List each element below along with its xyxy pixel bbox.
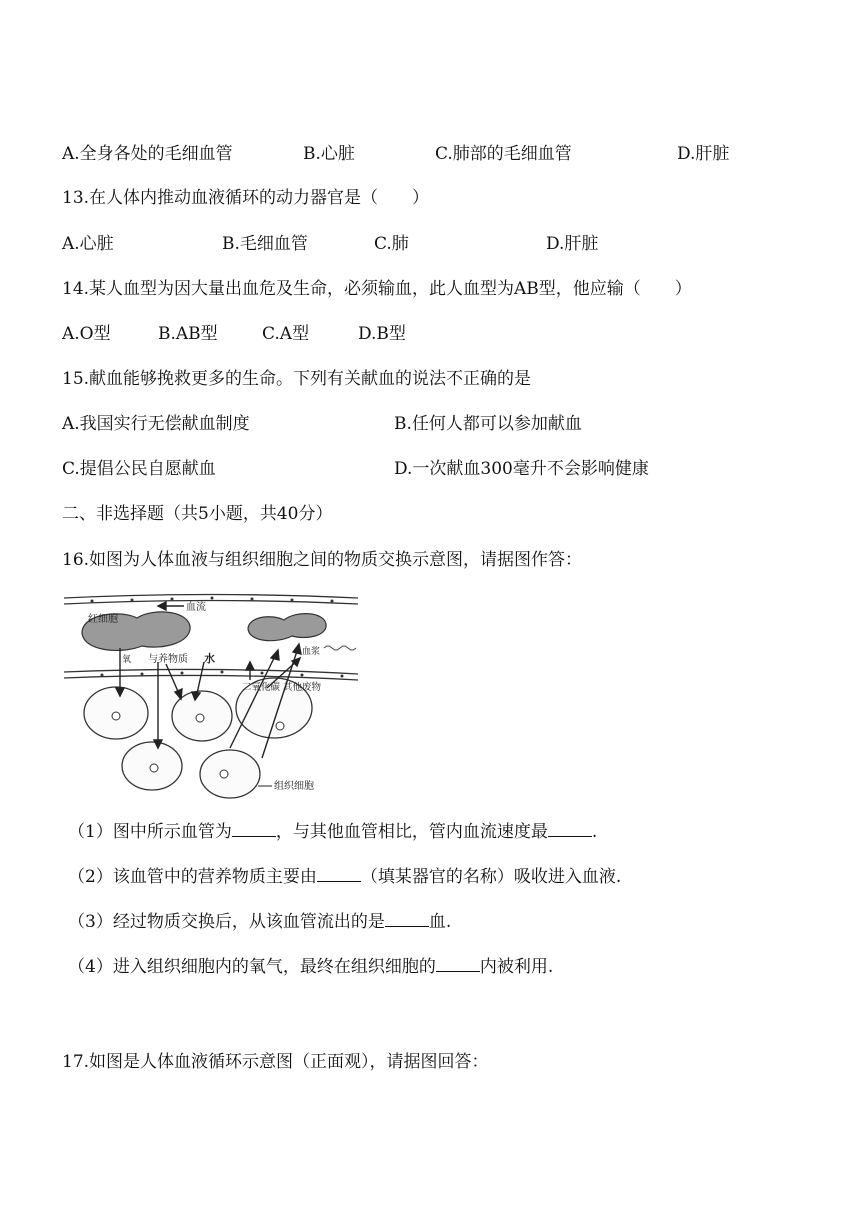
q15-option-b: B.任何人都可以参加献血: [394, 414, 582, 434]
label-plasma: 血浆: [302, 647, 321, 657]
exchange-diagram: [62, 588, 362, 802]
answer-blank[interactable]: [317, 865, 361, 882]
label-red-blood-cell: 红细胞: [88, 614, 118, 625]
q17-stem: 17.如图是人体血液循环示意图（正面观），请据图回答：: [62, 1052, 489, 1072]
answer-blank[interactable]: [385, 910, 429, 927]
q14-option-b: B.AB型: [158, 324, 218, 344]
q13-stem: 13.在人体内推动血液循环的动力器官是（ ）: [62, 188, 430, 208]
q13-option-d: D.肝脏: [546, 234, 599, 254]
answer-blank[interactable]: [548, 820, 592, 837]
tissue-cell: [200, 750, 260, 798]
q14-option-c: C.A型: [262, 324, 310, 344]
answer-blank[interactable]: [232, 820, 276, 837]
q13-option-c: C.肺: [374, 234, 409, 254]
q12-option-a: A.全身各处的毛细血管: [62, 144, 233, 164]
q13-option-b: B.毛细血管: [222, 234, 308, 254]
q14-option-a: A.O型: [62, 324, 111, 344]
label-water: 水: [204, 652, 215, 665]
answer-blank[interactable]: [436, 955, 480, 972]
q12-option-b: B.心脏: [303, 144, 355, 164]
label-co2-waste: 二氧化碳 其他废物: [242, 682, 322, 693]
q16-stem: 16.如图为人体血液与组织细胞之间的物质交换示意图，请据图作答：: [62, 550, 583, 570]
q15-option-c: C.提倡公民自愿献血: [62, 459, 216, 479]
label-nutrients: 与养物质: [148, 654, 188, 665]
q14-option-d: D.B型: [358, 324, 406, 344]
q16-sub1: （1）图中所示血管为 ，与其他血管相比，管内血流速度最 .: [68, 822, 598, 842]
label-tissue-cell: 组织细胞: [274, 781, 314, 792]
red-blood-cell: [248, 614, 326, 641]
q12-option-c: C.肺部的毛细血管: [435, 144, 572, 164]
section-heading: 二、非选择题（共5小题，共40分）: [62, 504, 333, 524]
q15-option-d: D.一次献血300毫升不会影响健康: [394, 459, 649, 479]
q12-option-d: D.肝脏: [677, 144, 730, 164]
label-blood-flow: 血流: [186, 602, 206, 613]
q16-sub4: （4）进入组织细胞内的氧气，最终在组织细胞的 内被利用.: [68, 957, 554, 977]
q13-option-a: A.心脏: [62, 234, 114, 254]
label-oxygen: 氧: [122, 655, 132, 665]
q15-stem: 15.献血能够挽救更多的生命。下列有关献血的说法不正确的是: [62, 369, 532, 389]
q14-stem: 14.某人血型为因大量出血危及生命，必须输血，此人血型为AB型，他应输（ ）: [62, 279, 692, 299]
q16-sub3: （3）经过物质交换后，从该血管流出的是 血.: [68, 912, 452, 932]
q15-option-a: A.我国实行无偿献血制度: [62, 414, 250, 434]
q16-sub2: （2）该血管中的营养物质主要由 （填某器官的名称）吸收进入血液.: [68, 867, 622, 887]
